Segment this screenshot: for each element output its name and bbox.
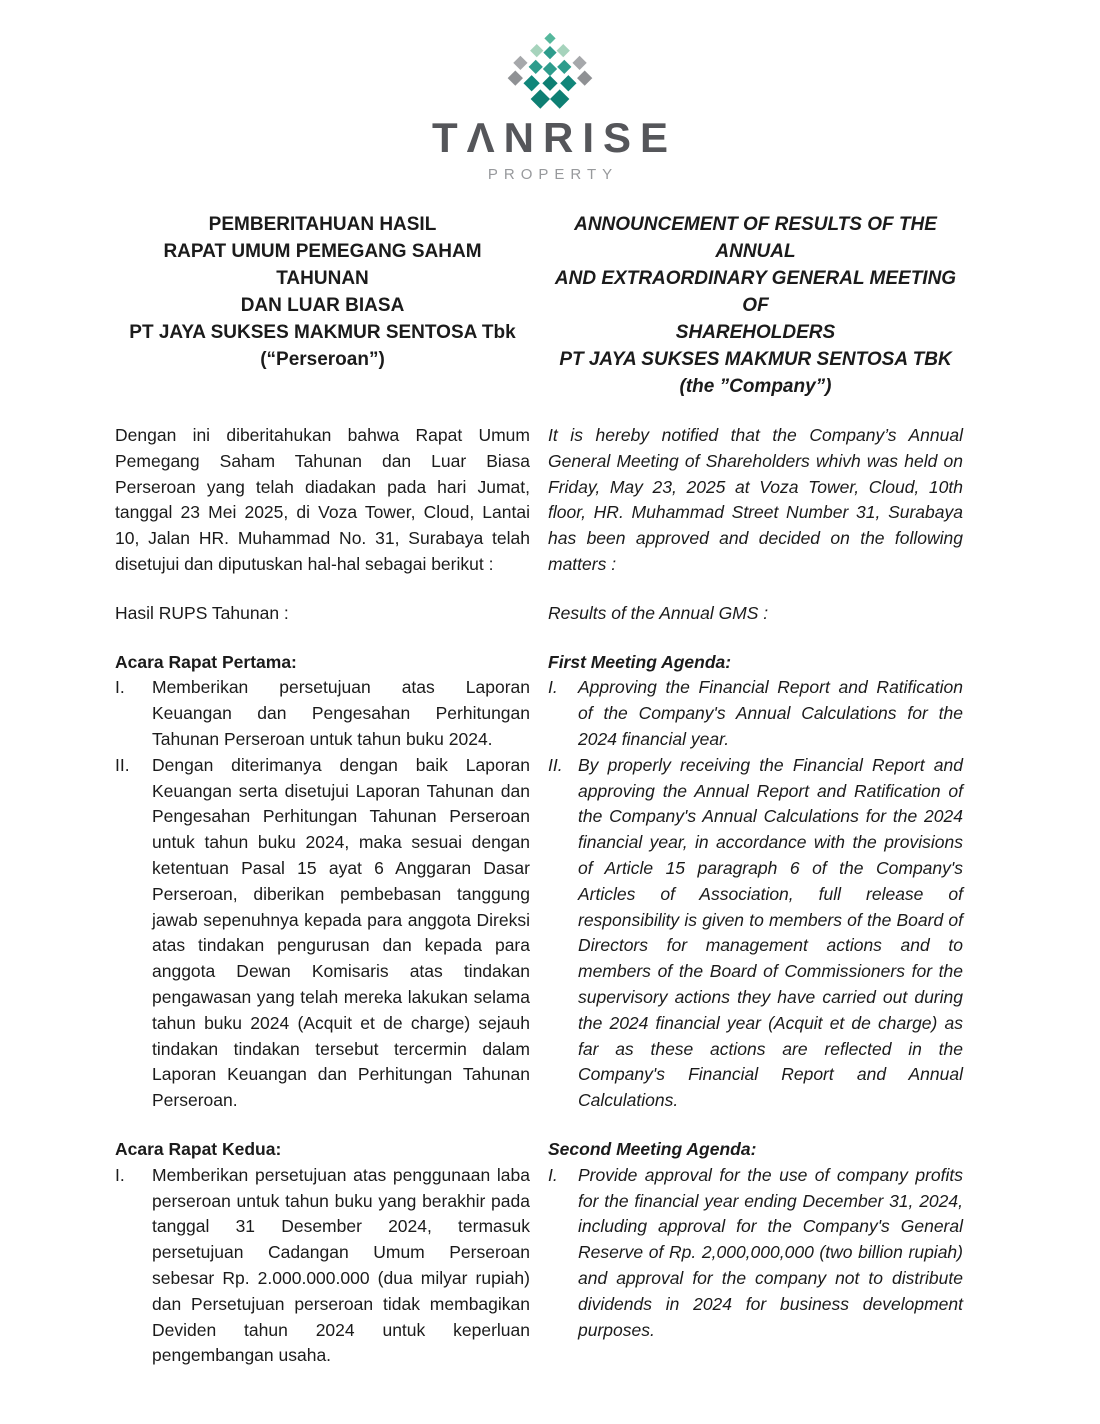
- agenda-heading: First Meeting Agenda:: [548, 651, 732, 672]
- brand-tagline: PROPERTY: [487, 166, 619, 184]
- agenda-item-number: I.: [115, 677, 125, 698]
- agenda-item: [548, 675, 963, 752]
- agenda-item-text: Provide approval for the use of company profits for the financial year ending December 31, 2024, including approval for the Company's General Reserve of Rp. 2,000,000,000 (two billion rupiah) and approval for the company not to distribute dividends in 2024 for business development purposes.: [578, 1164, 963, 1340]
- document-body: [0, 211, 1100, 1392]
- agenda-item-text: Memberikan persetujuan atas penggunaan laba perseroan untuk tahun buku yang berakhir pada tanggal 31 Desember 2024, termasuk persetujuan Cadangan Umum Perseroan sebesar Rp. 2.000.000.000 (dua milyar rupiah) dan Persetujuan perseroan tidak membagikan Deviden tahun 2024 untuk keperluan pengembangan usaha.: [152, 1164, 530, 1366]
- agenda-item-text: Dengan diterimanya dengan baik Laporan Keuangan serta disetujui Laporan Tahunan dan Pengesahan Perhitungan Tahunan Perseroan untuk tahun buku 2024, maka sesuai dengan ketentuan Pasal 15 ayat 6 Anggaran Dasar Perseroan, diberikan pembebasan tanggung jawab sepenuhnya kepada para anggota Direksi atas tindakan pengurusan dan kepada para anggota Dewan Komisaris atas tindakan pengawasan yang telah mereka lakukan selama tahun buku 2024 (Acquit et de charge) sejauh tindakan tindakan tersebut tercermin dalam Laporan Keuangan dan Perhitungan Tahunan Perseroan.: [152, 754, 530, 1111]
- title-line: PT JAYA SUKSES MAKMUR SENTOSA Tbk: [129, 322, 516, 344]
- title-line: ANNOUNCEMENT OF RESULTS OF THE ANNUAL: [574, 214, 937, 263]
- agenda-heading: Acara Rapat Pertama:: [115, 651, 297, 672]
- agenda-item-text: Memberikan persetujuan atas Laporan Keuangan dan Pengesahan Perhitungan Tahunan Perseroan untuk tahun buku 2024.: [152, 677, 530, 750]
- agenda-item-number: I.: [115, 1164, 125, 1185]
- agenda-heading: Acara Rapat Kedua:: [115, 1139, 282, 1160]
- second-agenda-indonesian: [115, 1137, 530, 1369]
- agenda-heading: Second Meeting Agenda:: [548, 1139, 757, 1160]
- title-line: RAPAT UMUM PEMEGANG SAHAM TAHUNAN: [163, 241, 482, 290]
- agenda-item: [115, 1163, 530, 1369]
- agenda-item-number: II.: [548, 754, 563, 775]
- company-logo: [0, 0, 1100, 183]
- first-agenda-indonesian: [115, 650, 530, 1114]
- document-title-english: [548, 211, 963, 400]
- title-line: (the ”Company”): [679, 376, 832, 398]
- agenda-item-text: By properly receiving the Financial Report and approving the Annual Report and Ratification of the Company's Annual Calculations for the 2024 financial year, in accordance with the provisions of Article 15 paragraph 6 of the Company's Articles of Association, full release of responsibility is given to members of the Board of Directors for management actions and to members of the Board of Commissioners for the supervisory actions they have carried out during the 2024 financial year (Acquit et de charge) as far as these actions are reflected in the Company's Financial Report and Annual Calculations.: [578, 754, 963, 1111]
- document-title-indonesian: [115, 211, 530, 400]
- agenda-item-number: I.: [548, 677, 558, 698]
- title-line: (“Perseroan”): [260, 349, 385, 371]
- agenda-item-text: Approving the Financial Report and Ratification of the Company's Annual Calculations for the 2024 financial year.: [578, 677, 963, 750]
- tanrise-logo-icon: [499, 30, 601, 112]
- title-line: PT JAYA SUKSES MAKMUR SENTOSA TBK: [559, 349, 952, 371]
- agenda-item-number: I.: [548, 1164, 558, 1185]
- title-line: AND EXTRAORDINARY GENERAL MEETING OF: [554, 268, 957, 317]
- results-label-english: Results of the Annual GMS :: [548, 602, 769, 623]
- agenda-item: [115, 753, 530, 1114]
- second-agenda-english: [548, 1137, 963, 1369]
- intro-paragraph-english: It is hereby notified that the Company’s Annual General Meeting of Shareholders whivh was held on Friday, May 23, 2025 at Voza Tower, Cloud, 10th floor, HR. Muhammad Street Number 31, Surabaya has been approved and decided on the following matters :: [548, 425, 963, 575]
- agenda-item: [115, 675, 530, 752]
- agenda-item: [548, 753, 963, 1114]
- results-label-indonesian: Hasil RUPS Tahunan :: [115, 602, 289, 623]
- agenda-item-number: II.: [115, 754, 130, 775]
- title-line: DAN LUAR BIASA: [240, 295, 405, 317]
- first-agenda-english: [548, 650, 963, 1114]
- title-line: SHAREHOLDERS: [675, 322, 836, 344]
- brand-name: TΛNRISE: [431, 114, 678, 161]
- title-line: PEMBERITAHUAN HASIL: [208, 214, 437, 236]
- intro-paragraph-indonesian: Dengan ini diberitahukan bahwa Rapat Umum Pemegang Saham Tahunan dan Luar Biasa Perseroan yang telah diadakan pada hari Jumat, tanggal 23 Mei 2025, di Voza Tower, Cloud, Lantai 10, Jalan HR. Muhammad No. 31, Surabaya telah disetujui dan diputuskan hal-hal sebagai berikut :: [115, 425, 530, 575]
- agenda-item: [548, 1163, 963, 1344]
